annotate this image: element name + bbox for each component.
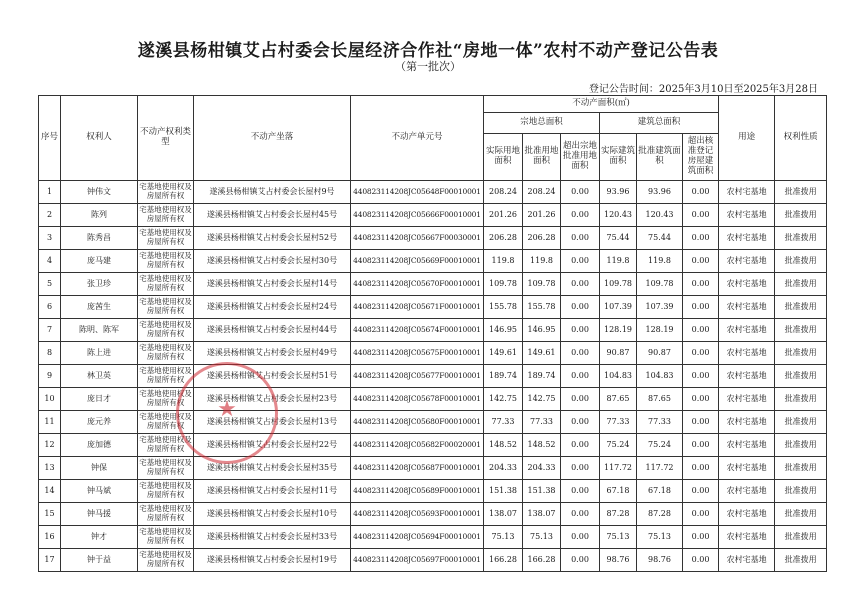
row-actual-land: 208.24 bbox=[484, 181, 523, 204]
row-approved-building: 75.24 bbox=[637, 434, 683, 457]
row-actual-building: 67.18 bbox=[600, 480, 637, 503]
row-location: 遂溪县杨柑镇艾占村委会长屋村13号 bbox=[194, 411, 351, 434]
row-actual-building: 120.43 bbox=[600, 204, 637, 227]
row-unit-no: 440823114208JC05682F00020001 bbox=[351, 434, 484, 457]
row-approved-land: 166.28 bbox=[523, 549, 561, 572]
row-use: 农村宅基地 bbox=[719, 457, 775, 480]
row-actual-building: 75.44 bbox=[600, 227, 637, 250]
row-right-type: 宅基地使用权及房屋所有权 bbox=[138, 296, 194, 319]
table-row bbox=[39, 204, 827, 227]
header-area-group: 不动产面积(㎡) bbox=[484, 96, 719, 113]
row-approved-building: 119.8 bbox=[637, 250, 683, 273]
row-location: 遂溪县杨柑镇艾占村委会长屋村49号 bbox=[194, 342, 351, 365]
row-excess-building: 0.00 bbox=[683, 227, 719, 250]
row-excess-land: 0.00 bbox=[561, 181, 600, 204]
row-location: 遂溪县杨柑镇艾占村委会长屋村19号 bbox=[194, 549, 351, 572]
header-actual-building: 实际建筑面积 bbox=[600, 134, 637, 181]
row-nature: 批准拨用 bbox=[775, 434, 827, 457]
row-approved-land: 138.07 bbox=[523, 503, 561, 526]
row-right-type: 宅基地使用权及房屋所有权 bbox=[138, 181, 194, 204]
row-right-type: 宅基地使用权及房屋所有权 bbox=[138, 457, 194, 480]
row-unit-no: 440823114208JC05677F00010001 bbox=[351, 365, 484, 388]
row-excess-land: 0.00 bbox=[561, 342, 600, 365]
row-use: 农村宅基地 bbox=[719, 227, 775, 250]
page-title: 遂溪县杨柑镇艾占村委会长屋经济合作社“房地一体”农村不动产登记公告表 bbox=[137, 41, 719, 61]
row-location: 遂溪县杨柑镇艾占村委会长屋村33号 bbox=[194, 526, 351, 549]
row-use: 农村宅基地 bbox=[719, 365, 775, 388]
row-approved-building: 120.43 bbox=[637, 204, 683, 227]
row-location: 遂溪县杨柑镇艾占村委会长屋村9号 bbox=[194, 181, 351, 204]
row-approved-building: 98.76 bbox=[637, 549, 683, 572]
row-excess-land: 0.00 bbox=[561, 227, 600, 250]
header-excess-building: 超出核准登记房屋建筑面积 bbox=[683, 134, 719, 181]
row-location: 遂溪县杨柑镇艾占村委会长屋村10号 bbox=[194, 503, 351, 526]
header-excess-land: 超出宗地批准用地面积 bbox=[561, 134, 600, 181]
row-no: 9 bbox=[39, 365, 61, 388]
row-unit-no: 440823114208JC05678F00010001 bbox=[351, 388, 484, 411]
row-no: 5 bbox=[39, 273, 61, 296]
row-right-type: 宅基地使用权及房屋所有权 bbox=[138, 273, 194, 296]
table-row bbox=[39, 296, 827, 319]
row-excess-land: 0.00 bbox=[561, 411, 600, 434]
row-actual-land: 151.38 bbox=[484, 480, 523, 503]
row-nature: 批准拨用 bbox=[775, 365, 827, 388]
row-actual-land: 204.33 bbox=[484, 457, 523, 480]
row-no: 1 bbox=[39, 181, 61, 204]
table-row bbox=[39, 273, 827, 296]
table-row bbox=[39, 411, 827, 434]
row-actual-building: 77.33 bbox=[600, 411, 637, 434]
row-excess-building: 0.00 bbox=[683, 411, 719, 434]
row-approved-land: 151.38 bbox=[523, 480, 561, 503]
row-unit-no: 440823114208JC05666F00010001 bbox=[351, 204, 484, 227]
row-actual-land: 149.61 bbox=[484, 342, 523, 365]
row-actual-building: 75.13 bbox=[600, 526, 637, 549]
row-actual-building: 128.19 bbox=[600, 319, 637, 342]
row-actual-building: 87.28 bbox=[600, 503, 637, 526]
row-location: 遂溪县杨柑镇艾占村委会长屋村14号 bbox=[194, 273, 351, 296]
row-excess-land: 0.00 bbox=[561, 319, 600, 342]
row-unit-no: 440823114208JC05697F00010001 bbox=[351, 549, 484, 572]
header-approved-building: 批准建筑面积 bbox=[637, 134, 683, 181]
row-holder: 庞加德 bbox=[61, 434, 138, 457]
row-use: 农村宅基地 bbox=[719, 549, 775, 572]
row-excess-building: 0.00 bbox=[683, 365, 719, 388]
row-location: 遂溪县杨柑镇艾占村委会长屋村23号 bbox=[194, 388, 351, 411]
row-approved-building: 109.78 bbox=[637, 273, 683, 296]
row-actual-land: 201.26 bbox=[484, 204, 523, 227]
row-actual-land: 75.13 bbox=[484, 526, 523, 549]
row-approved-land: 77.33 bbox=[523, 411, 561, 434]
notice-period: 登记公告时间：2025年3月10日至2025年3月28日 bbox=[588, 84, 818, 95]
row-unit-no: 440823114208JC05667F00030001 bbox=[351, 227, 484, 250]
row-unit-no: 440823114208JC05671F00010001 bbox=[351, 296, 484, 319]
row-right-type: 宅基地使用权及房屋所有权 bbox=[138, 250, 194, 273]
table-row bbox=[39, 480, 827, 503]
row-unit-no: 440823114208JC05674F00010001 bbox=[351, 319, 484, 342]
row-nature: 批准拨用 bbox=[775, 319, 827, 342]
row-no: 6 bbox=[39, 296, 61, 319]
row-approved-land: 149.61 bbox=[523, 342, 561, 365]
row-holder: 林卫英 bbox=[61, 365, 138, 388]
row-actual-building: 117.72 bbox=[600, 457, 637, 480]
row-excess-building: 0.00 bbox=[683, 250, 719, 273]
row-no: 12 bbox=[39, 434, 61, 457]
row-approved-building: 75.44 bbox=[637, 227, 683, 250]
row-nature: 批准拨用 bbox=[775, 503, 827, 526]
row-nature: 批准拨用 bbox=[775, 227, 827, 250]
row-nature: 批准拨用 bbox=[775, 526, 827, 549]
row-excess-land: 0.00 bbox=[561, 457, 600, 480]
row-excess-land: 0.00 bbox=[561, 365, 600, 388]
row-right-type: 宅基地使用权及房屋所有权 bbox=[138, 480, 194, 503]
row-holder: 庞日才 bbox=[61, 388, 138, 411]
row-approved-land: 204.33 bbox=[523, 457, 561, 480]
header-approved-land: 批准用地面积 bbox=[523, 134, 561, 181]
row-no: 11 bbox=[39, 411, 61, 434]
row-location: 遂溪县杨柑镇艾占村委会长屋村52号 bbox=[194, 227, 351, 250]
row-unit-no: 440823114208JC05648F00010001 bbox=[351, 181, 484, 204]
row-right-type: 宅基地使用权及房屋所有权 bbox=[138, 434, 194, 457]
row-unit-no: 440823114208JC05687F00010001 bbox=[351, 457, 484, 480]
row-actual-land: 148.52 bbox=[484, 434, 523, 457]
row-right-type: 宅基地使用权及房屋所有权 bbox=[138, 342, 194, 365]
row-right-type: 宅基地使用权及房屋所有权 bbox=[138, 388, 194, 411]
table-row bbox=[39, 181, 827, 204]
row-approved-building: 128.19 bbox=[637, 319, 683, 342]
row-excess-building: 0.00 bbox=[683, 549, 719, 572]
row-location: 遂溪县杨柑镇艾占村委会长屋村11号 bbox=[194, 480, 351, 503]
row-excess-building: 0.00 bbox=[683, 273, 719, 296]
row-approved-land: 146.95 bbox=[523, 319, 561, 342]
row-right-type: 宅基地使用权及房屋所有权 bbox=[138, 204, 194, 227]
row-actual-building: 98.76 bbox=[600, 549, 637, 572]
table-row bbox=[39, 457, 827, 480]
row-excess-land: 0.00 bbox=[561, 250, 600, 273]
header-unit-no: 不动产单元号 bbox=[351, 96, 484, 181]
row-location: 遂溪县杨柑镇艾占村委会长屋村51号 bbox=[194, 365, 351, 388]
row-unit-no: 440823114208JC05694F00010001 bbox=[351, 526, 484, 549]
row-excess-land: 0.00 bbox=[561, 388, 600, 411]
header-holder: 权利人 bbox=[61, 96, 138, 181]
row-excess-building: 0.00 bbox=[683, 181, 719, 204]
row-approved-building: 117.72 bbox=[637, 457, 683, 480]
row-excess-land: 0.00 bbox=[561, 204, 600, 227]
row-location: 遂溪县杨柑镇艾占村委会长屋村24号 bbox=[194, 296, 351, 319]
row-excess-building: 0.00 bbox=[683, 204, 719, 227]
row-no: 16 bbox=[39, 526, 61, 549]
row-approved-land: 75.13 bbox=[523, 526, 561, 549]
row-use: 农村宅基地 bbox=[719, 411, 775, 434]
row-nature: 批准拨用 bbox=[775, 250, 827, 273]
row-right-type: 宅基地使用权及房屋所有权 bbox=[138, 365, 194, 388]
header-use: 用途 bbox=[719, 96, 775, 181]
row-approved-land: 189.74 bbox=[523, 365, 561, 388]
row-excess-building: 0.00 bbox=[683, 526, 719, 549]
row-approved-land: 109.78 bbox=[523, 273, 561, 296]
row-holder: 庞马建 bbox=[61, 250, 138, 273]
row-nature: 批准拨用 bbox=[775, 342, 827, 365]
row-holder: 钟保 bbox=[61, 457, 138, 480]
row-approved-land: 155.78 bbox=[523, 296, 561, 319]
row-no: 14 bbox=[39, 480, 61, 503]
row-actual-building: 119.8 bbox=[600, 250, 637, 273]
row-no: 13 bbox=[39, 457, 61, 480]
row-excess-building: 0.00 bbox=[683, 434, 719, 457]
row-actual-land: 138.07 bbox=[484, 503, 523, 526]
row-approved-land: 148.52 bbox=[523, 434, 561, 457]
row-approved-building: 77.33 bbox=[637, 411, 683, 434]
table-row bbox=[39, 365, 827, 388]
row-right-type: 宅基地使用权及房屋所有权 bbox=[138, 503, 194, 526]
row-actual-land: 146.95 bbox=[484, 319, 523, 342]
row-nature: 批准拨用 bbox=[775, 480, 827, 503]
row-actual-land: 119.8 bbox=[484, 250, 523, 273]
header-no: 序号 bbox=[39, 96, 61, 181]
table-row bbox=[39, 227, 827, 250]
table-row bbox=[39, 526, 827, 549]
row-location: 遂溪县杨柑镇艾占村委会长屋村44号 bbox=[194, 319, 351, 342]
row-excess-building: 0.00 bbox=[683, 388, 719, 411]
row-actual-building: 109.78 bbox=[600, 273, 637, 296]
row-nature: 批准拨用 bbox=[775, 388, 827, 411]
row-approved-building: 104.83 bbox=[637, 365, 683, 388]
row-holder: 庞茜生 bbox=[61, 296, 138, 319]
row-nature: 批准拨用 bbox=[775, 457, 827, 480]
row-approved-building: 75.13 bbox=[637, 526, 683, 549]
row-excess-land: 0.00 bbox=[561, 296, 600, 319]
row-right-type: 宅基地使用权及房屋所有权 bbox=[138, 549, 194, 572]
row-approved-land: 206.28 bbox=[523, 227, 561, 250]
row-actual-land: 109.78 bbox=[484, 273, 523, 296]
row-no: 7 bbox=[39, 319, 61, 342]
row-holder: 钟伟文 bbox=[61, 181, 138, 204]
row-unit-no: 440823114208JC05689F00010001 bbox=[351, 480, 484, 503]
row-actual-building: 104.83 bbox=[600, 365, 637, 388]
row-approved-land: 142.75 bbox=[523, 388, 561, 411]
row-holder: 陈明、陈军 bbox=[61, 319, 138, 342]
table-row bbox=[39, 342, 827, 365]
row-holder: 钟于益 bbox=[61, 549, 138, 572]
header-location: 不动产坐落 bbox=[194, 96, 351, 181]
row-approved-building: 93.96 bbox=[637, 181, 683, 204]
table-row bbox=[39, 319, 827, 342]
row-actual-land: 77.33 bbox=[484, 411, 523, 434]
header-actual-land: 实际用地面积 bbox=[484, 134, 523, 181]
row-holder: 陈上进 bbox=[61, 342, 138, 365]
row-actual-building: 93.96 bbox=[600, 181, 637, 204]
row-use: 农村宅基地 bbox=[719, 480, 775, 503]
registration-table bbox=[38, 95, 827, 572]
row-no: 10 bbox=[39, 388, 61, 411]
row-use: 农村宅基地 bbox=[719, 388, 775, 411]
row-holder: 张卫珍 bbox=[61, 273, 138, 296]
row-actual-land: 142.75 bbox=[484, 388, 523, 411]
row-unit-no: 440823114208JC05669F00010001 bbox=[351, 250, 484, 273]
row-actual-land: 166.28 bbox=[484, 549, 523, 572]
row-use: 农村宅基地 bbox=[719, 181, 775, 204]
row-excess-building: 0.00 bbox=[683, 457, 719, 480]
row-actual-land: 189.74 bbox=[484, 365, 523, 388]
row-location: 遂溪县杨柑镇艾占村委会长屋村35号 bbox=[194, 457, 351, 480]
header-building-group: 建筑总面积 bbox=[600, 113, 719, 134]
row-nature: 批准拨用 bbox=[775, 296, 827, 319]
row-approved-building: 87.28 bbox=[637, 503, 683, 526]
row-nature: 批准拨用 bbox=[775, 181, 827, 204]
row-use: 农村宅基地 bbox=[719, 250, 775, 273]
row-actual-building: 87.65 bbox=[600, 388, 637, 411]
row-right-type: 宅基地使用权及房屋所有权 bbox=[138, 411, 194, 434]
row-unit-no: 440823114208JC05675F00010001 bbox=[351, 342, 484, 365]
row-approved-land: 119.8 bbox=[523, 250, 561, 273]
row-no: 8 bbox=[39, 342, 61, 365]
official-seal bbox=[176, 362, 278, 464]
row-actual-building: 90.87 bbox=[600, 342, 637, 365]
row-nature: 批准拨用 bbox=[775, 273, 827, 296]
table-row bbox=[39, 388, 827, 411]
row-excess-land: 0.00 bbox=[561, 273, 600, 296]
row-approved-building: 107.39 bbox=[637, 296, 683, 319]
row-use: 农村宅基地 bbox=[719, 342, 775, 365]
row-unit-no: 440823114208JC05693F00010001 bbox=[351, 503, 484, 526]
row-excess-land: 0.00 bbox=[561, 434, 600, 457]
row-approved-land: 201.26 bbox=[523, 204, 561, 227]
table-row bbox=[39, 434, 827, 457]
row-no: 4 bbox=[39, 250, 61, 273]
row-excess-building: 0.00 bbox=[683, 319, 719, 342]
row-actual-land: 206.28 bbox=[484, 227, 523, 250]
row-use: 农村宅基地 bbox=[719, 526, 775, 549]
row-excess-land: 0.00 bbox=[561, 480, 600, 503]
row-approved-building: 90.87 bbox=[637, 342, 683, 365]
table-row bbox=[39, 503, 827, 526]
seal-star-icon: ★ bbox=[217, 397, 237, 422]
row-nature: 批准拨用 bbox=[775, 549, 827, 572]
row-use: 农村宅基地 bbox=[719, 296, 775, 319]
row-excess-building: 0.00 bbox=[683, 296, 719, 319]
row-right-type: 宅基地使用权及房屋所有权 bbox=[138, 227, 194, 250]
row-excess-building: 0.00 bbox=[683, 480, 719, 503]
table-row bbox=[39, 250, 827, 273]
row-excess-building: 0.00 bbox=[683, 342, 719, 365]
row-holder: 陈秀昌 bbox=[61, 227, 138, 250]
row-nature: 批准拨用 bbox=[775, 204, 827, 227]
row-use: 农村宅基地 bbox=[719, 434, 775, 457]
row-approved-land: 208.24 bbox=[523, 181, 561, 204]
row-holder: 钟马援 bbox=[61, 503, 138, 526]
row-location: 遂溪县杨柑镇艾占村委会长屋村22号 bbox=[194, 434, 351, 457]
row-location: 遂溪县杨柑镇艾占村委会长屋村45号 bbox=[194, 204, 351, 227]
row-no: 2 bbox=[39, 204, 61, 227]
row-holder: 钟才 bbox=[61, 526, 138, 549]
row-unit-no: 440823114208JC05670F00010001 bbox=[351, 273, 484, 296]
row-excess-land: 0.00 bbox=[561, 526, 600, 549]
row-no: 15 bbox=[39, 503, 61, 526]
row-approved-building: 67.18 bbox=[637, 480, 683, 503]
row-nature: 批准拨用 bbox=[775, 411, 827, 434]
row-right-type: 宅基地使用权及房屋所有权 bbox=[138, 319, 194, 342]
batch-subtitle: （第一批次） bbox=[395, 60, 461, 73]
row-approved-building: 87.65 bbox=[637, 388, 683, 411]
row-excess-land: 0.00 bbox=[561, 503, 600, 526]
row-excess-land: 0.00 bbox=[561, 549, 600, 572]
row-no: 3 bbox=[39, 227, 61, 250]
row-excess-building: 0.00 bbox=[683, 503, 719, 526]
row-holder: 庞元养 bbox=[61, 411, 138, 434]
row-actual-land: 155.78 bbox=[484, 296, 523, 319]
row-actual-building: 75.24 bbox=[600, 434, 637, 457]
header-land-group: 宗地总面积 bbox=[484, 113, 600, 134]
row-use: 农村宅基地 bbox=[719, 204, 775, 227]
row-right-type: 宅基地使用权及房屋所有权 bbox=[138, 526, 194, 549]
row-no: 17 bbox=[39, 549, 61, 572]
row-actual-building: 107.39 bbox=[600, 296, 637, 319]
row-unit-no: 440823114208JC05680F00010001 bbox=[351, 411, 484, 434]
row-location: 遂溪县杨柑镇艾占村委会长屋村30号 bbox=[194, 250, 351, 273]
row-use: 农村宅基地 bbox=[719, 319, 775, 342]
row-holder: 钟马斌 bbox=[61, 480, 138, 503]
table-row bbox=[39, 549, 827, 572]
row-holder: 陈列 bbox=[61, 204, 138, 227]
row-use: 农村宅基地 bbox=[719, 273, 775, 296]
row-use: 农村宅基地 bbox=[719, 503, 775, 526]
header-right-type: 不动产权利类型 bbox=[138, 96, 194, 181]
header-nature: 权利性质 bbox=[775, 96, 827, 181]
